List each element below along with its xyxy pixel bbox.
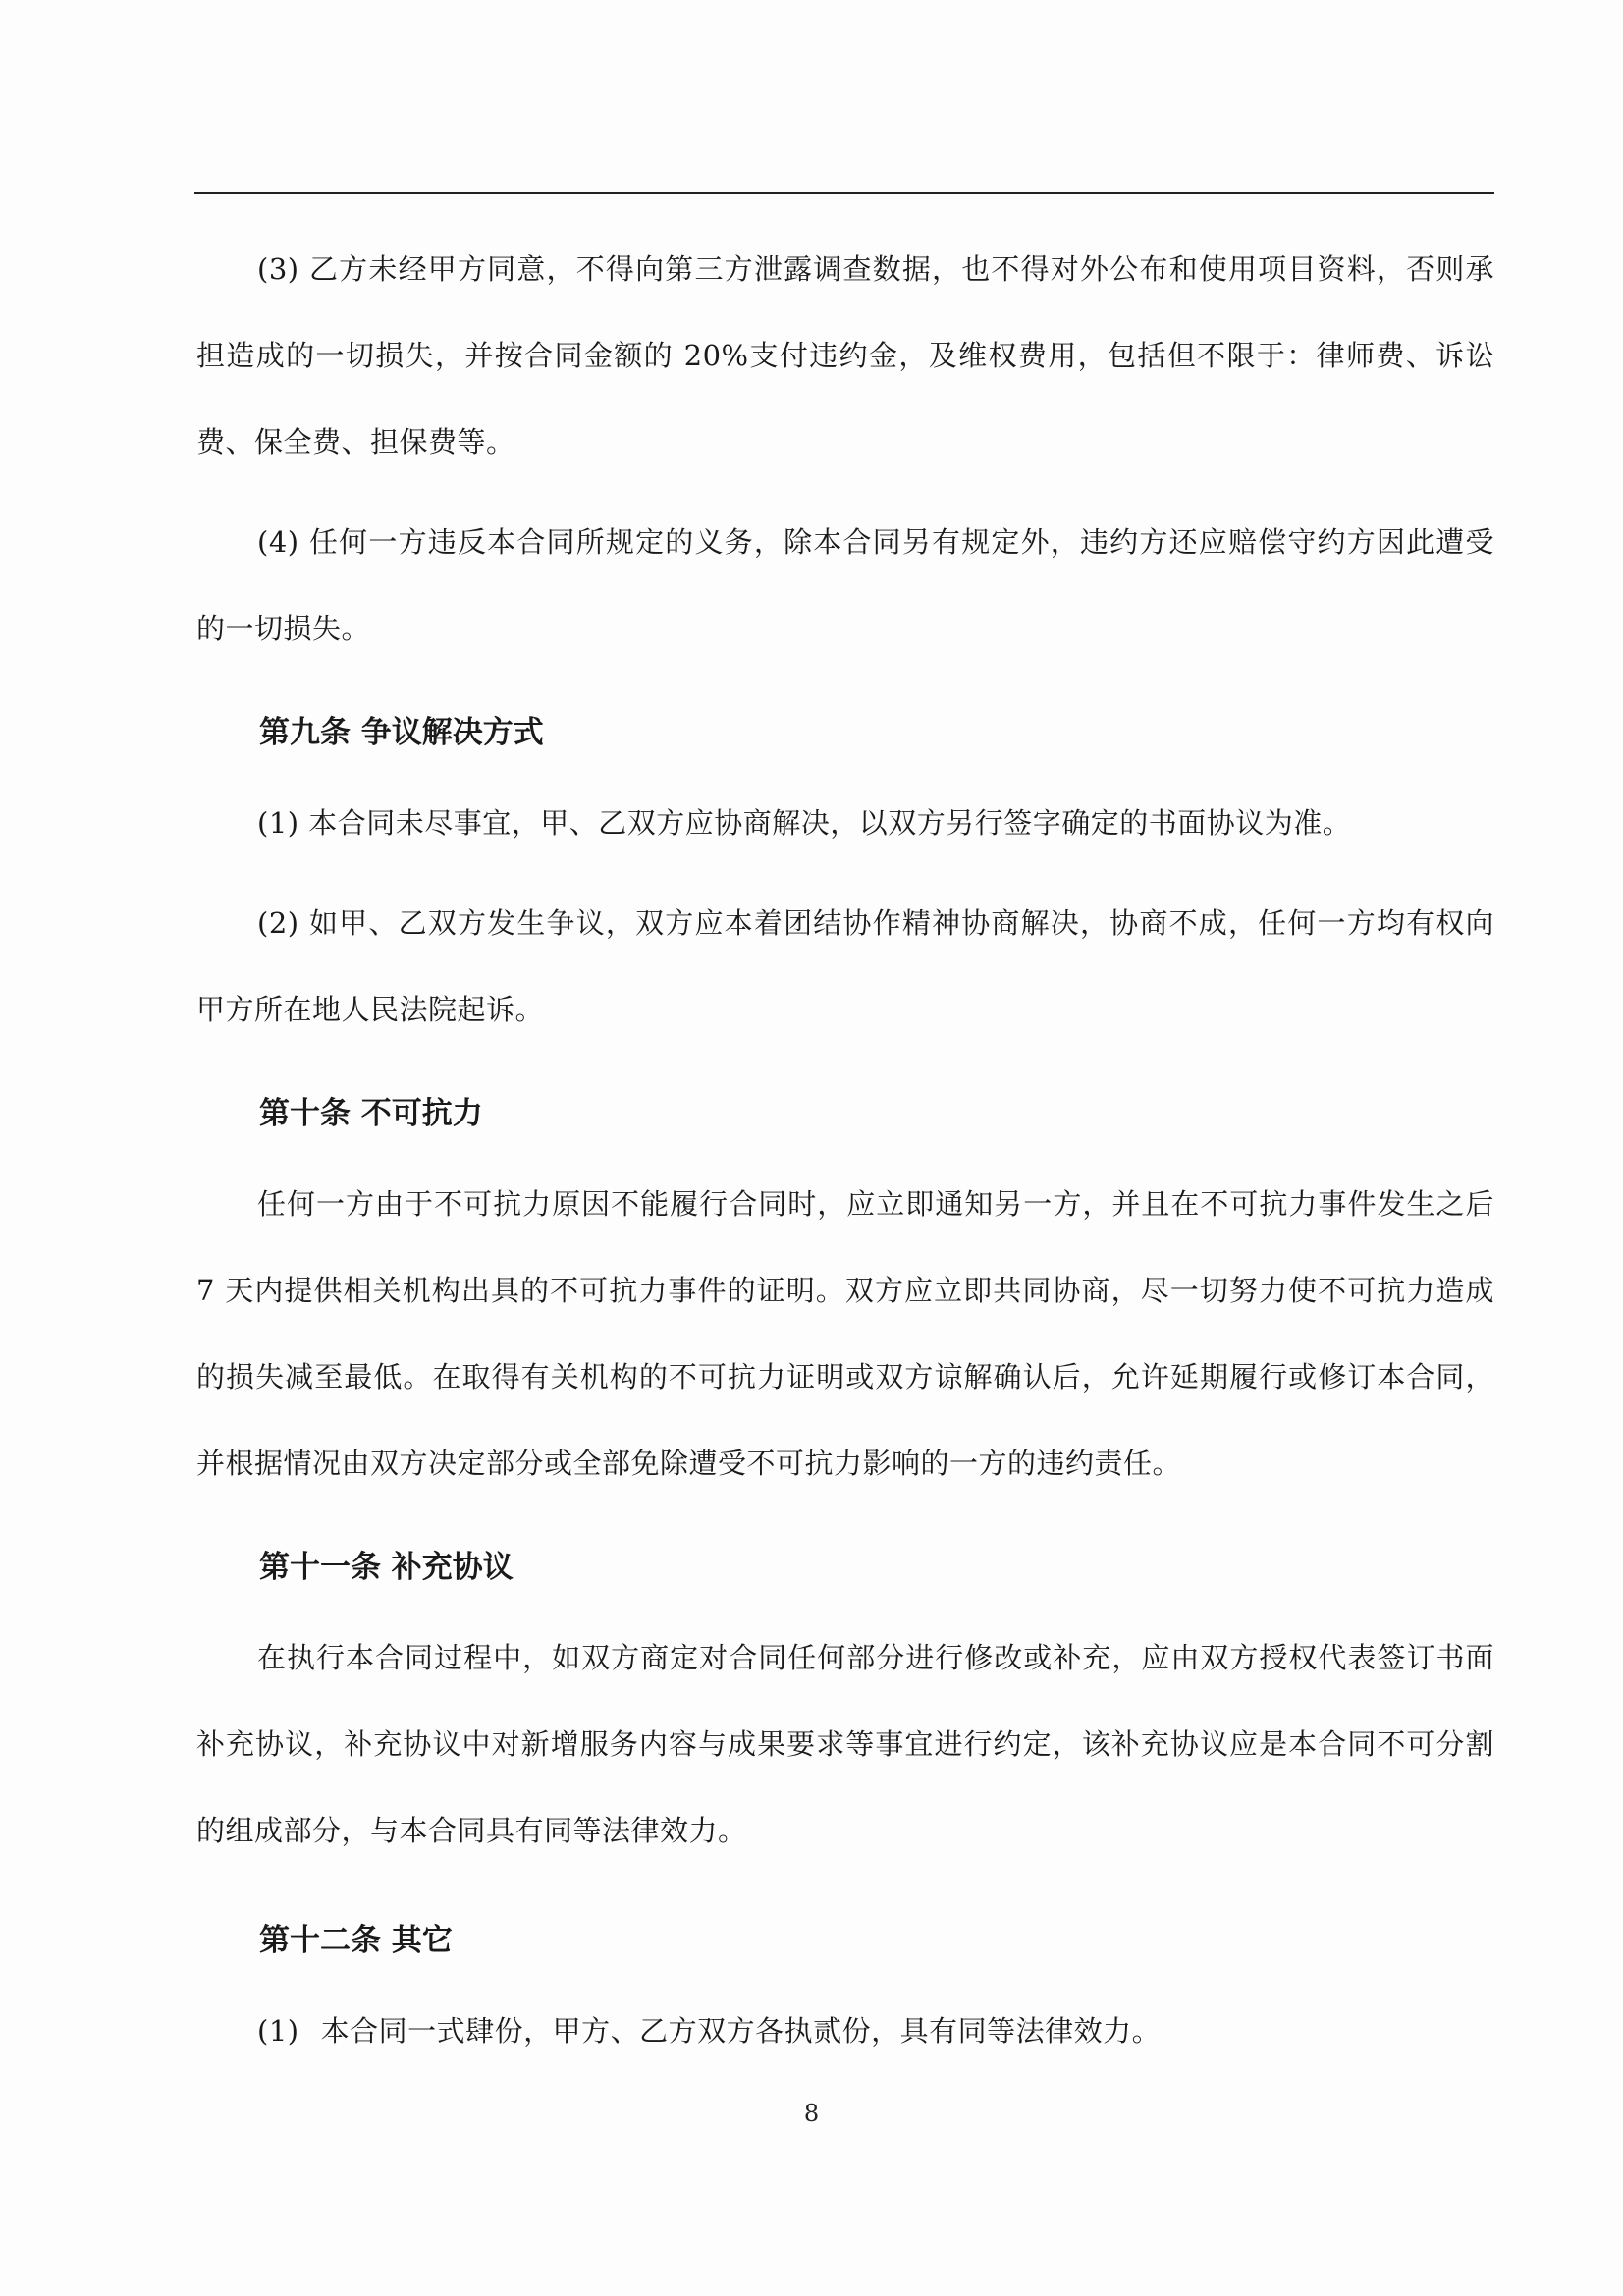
article-12-heading: 第十二条 其它: [259, 1923, 453, 1958]
document-body: [196, 226, 1494, 2074]
paragraph-3: (3) 乙方未经甲方同意，不得向第三方泄露调查数据，也不得对外公布和使用项目资料，否则承担造成的一切损失，并按合同金额的 20%支付违约金，及维权费用，包括但不限于：律师费、诉讼费、保全费、担保费等。: [196, 252, 1494, 459]
article-12-item-1-number: (1): [257, 2014, 299, 2048]
article-12-item-1-text: 本合同一式肆份，甲方、乙方双方各执贰份，具有同等法律效力。: [320, 2014, 1162, 2048]
article-9-heading: 第九条 争议解决方式: [259, 715, 544, 750]
article-10-body: 任何一方由于不可抗力原因不能履行合同时，应立即通知另一方，并且在不可抗力事件发生之后 7 天内提供相关机构出具的不可抗力事件的证明。双方应立即共同协商，尽一切努力使不可抗力造成的损失减至最低。在取得有关机构的不可抗力证明或双方谅解确认后，允许延期履行或修订本合同，并根据情况由双方决定部分或全部免除遭受不可抗力影响的一方的违约责任。: [196, 1187, 1494, 1480]
header-rule: [194, 192, 1494, 194]
article-9-item-1: (1) 本合同未尽事宜，甲、乙双方应协商解决，以双方另行签字确定的书面协议为准。: [257, 806, 1352, 840]
paragraph-4: (4) 任何一方违反本合同所规定的义务，除本合同另有规定外，违约方还应赔偿守约方因此遭受的一切损失。: [196, 525, 1494, 645]
article-11-heading: 第十一条 补充协议: [259, 1550, 514, 1585]
page-number: 8: [803, 2100, 820, 2127]
article-11-body: 在执行本合同过程中，如双方商定对合同任何部分进行修改或补充，应由双方授权代表签订书面补充协议，补充协议中对新增服务内容与成果要求等事宜进行约定，该补充协议应是本合同不可分割的组成部分，与本合同具有同等法律效力。: [196, 1641, 1494, 1847]
article-10-heading: 第十条 不可抗力: [259, 1096, 483, 1131]
article-12-item-1: [196, 1988, 1494, 2074]
article-9-item-2: (2) 如甲、乙双方发生争议，双方应本着团结协作精神协商解决，协商不成，任何一方均有权向甲方所在地人民法院起诉。: [196, 906, 1494, 1026]
